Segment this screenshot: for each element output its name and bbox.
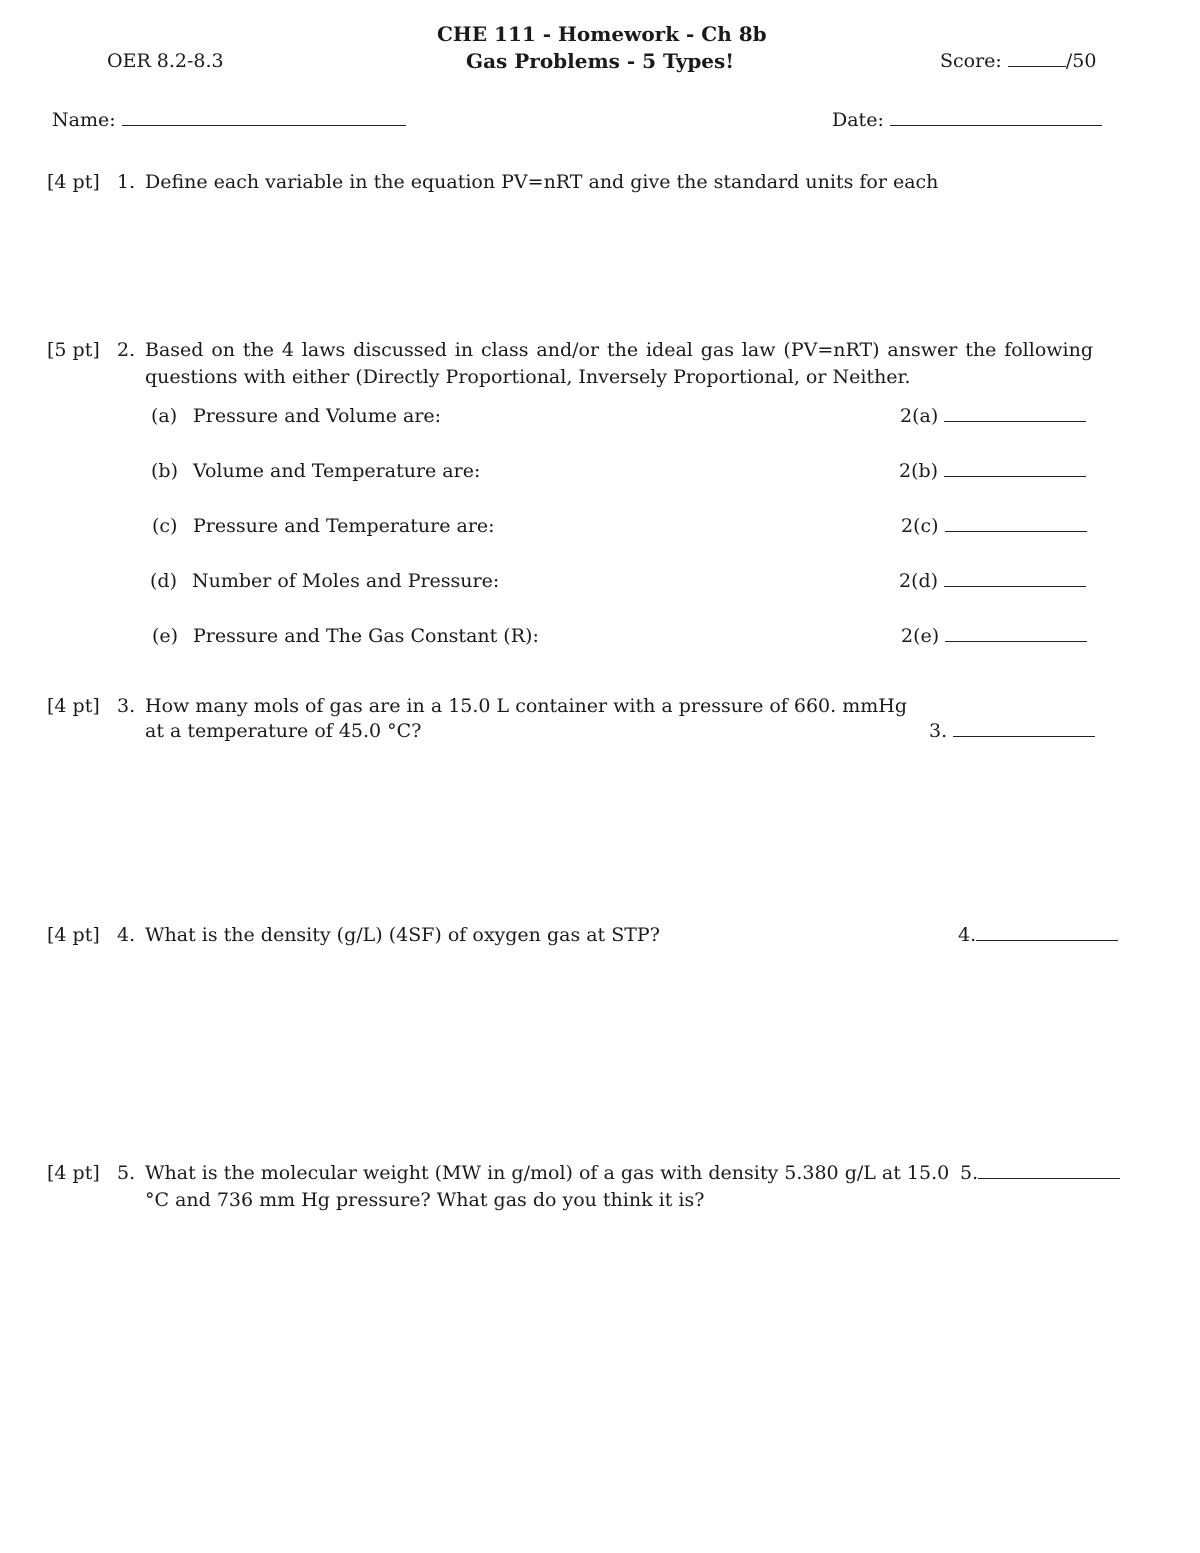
part-a-label: (a) (151, 405, 178, 427)
date-field (832, 109, 1102, 131)
question-5-line-1: What is the molecular weight (MW in g/mol) of a gas with density 5.380 g/L at 15.0 (145, 1162, 950, 1184)
answer-2b-blank[interactable] (944, 475, 1086, 477)
part-d-label: (d) (150, 570, 177, 592)
question-5-number: 5. (117, 1162, 136, 1184)
answer-2e (901, 625, 1087, 647)
answer-2b-label: 2(b) (899, 460, 939, 482)
part-b-label: (b) (151, 460, 178, 482)
question-3-number: 3. (117, 695, 136, 717)
question-5-points: [4 pt] (47, 1162, 100, 1184)
question-1-text: Define each variable in the equation PV=nRT and give the standard units for each (145, 171, 939, 193)
answer-5 (960, 1162, 1120, 1184)
question-2-number: 2. (117, 339, 136, 361)
question-2-points: [5 pt] (47, 339, 100, 361)
answer-2a-label: 2(a) (900, 405, 939, 427)
answer-2c-blank[interactable] (945, 530, 1087, 532)
part-c-text: Pressure and Temperature are: (193, 515, 495, 537)
part-c-label: (c) (152, 515, 178, 537)
answer-2e-label: 2(e) (901, 625, 940, 647)
answer-2d-blank[interactable] (944, 585, 1086, 587)
part-d-text: Number of Moles and Pressure: (192, 570, 500, 592)
date-label: Date: (832, 109, 884, 131)
answer-2d-label: 2(d) (899, 570, 939, 592)
question-3-line-2: at a temperature of 45.0 °C? (145, 720, 422, 742)
answer-2a-blank[interactable] (944, 420, 1086, 422)
question-4-text: What is the density (g/L) (4SF) of oxygen gas at STP? (145, 924, 660, 946)
answer-4-label: 4. (958, 924, 977, 946)
name-label: Name: (52, 109, 116, 131)
question-2-text: Based on the 4 laws discussed in class and/or the ideal gas law (PV=nRT) answer the following questions with either (Directly Proportional, Inversely Proportional, or Neither. (145, 339, 1093, 388)
subtitle: Gas Problems - 5 Types! (466, 49, 735, 73)
name-field (52, 109, 406, 131)
section-label: OER 8.2-8.3 (107, 50, 224, 72)
question-5-line-2: °C and 736 mm Hg pressure? What gas do you think it is? (145, 1189, 705, 1211)
answer-5-label: 5. (960, 1162, 979, 1184)
question-3-points: [4 pt] (47, 695, 100, 717)
answer-4 (958, 924, 1118, 946)
answer-2d (899, 570, 1086, 592)
score-field (940, 50, 1096, 72)
part-a-text: Pressure and Volume are: (193, 405, 442, 427)
question-3-line-1: How many mols of gas are in a 15.0 L container with a pressure of 660. mmHg (145, 695, 907, 717)
question-1-points: [4 pt] (47, 171, 100, 193)
answer-3-label: 3. (929, 720, 948, 742)
name-blank[interactable] (122, 124, 406, 126)
part-b-text: Volume and Temperature are: (193, 460, 481, 482)
question-4-number: 4. (117, 924, 136, 946)
part-e-label: (e) (152, 625, 179, 647)
answer-2b (899, 460, 1086, 482)
answer-4-blank[interactable] (976, 939, 1118, 941)
answer-2c (901, 515, 1087, 537)
score-blank[interactable] (1008, 65, 1066, 67)
score-label: Score: (940, 50, 1002, 72)
answer-2a (900, 405, 1086, 427)
score-total: /50 (1065, 50, 1097, 72)
answer-3-blank[interactable] (953, 735, 1095, 737)
part-e-text: Pressure and The Gas Constant (R): (193, 625, 539, 647)
answer-5-blank[interactable] (978, 1177, 1120, 1179)
question-1-number: 1. (117, 171, 136, 193)
course-title: CHE 111 - Homework - Ch 8b (437, 22, 767, 46)
question-4-points: [4 pt] (47, 924, 100, 946)
answer-3 (929, 720, 1095, 742)
answer-2c-label: 2(c) (901, 515, 939, 537)
date-blank[interactable] (890, 124, 1102, 126)
answer-2e-blank[interactable] (945, 640, 1087, 642)
